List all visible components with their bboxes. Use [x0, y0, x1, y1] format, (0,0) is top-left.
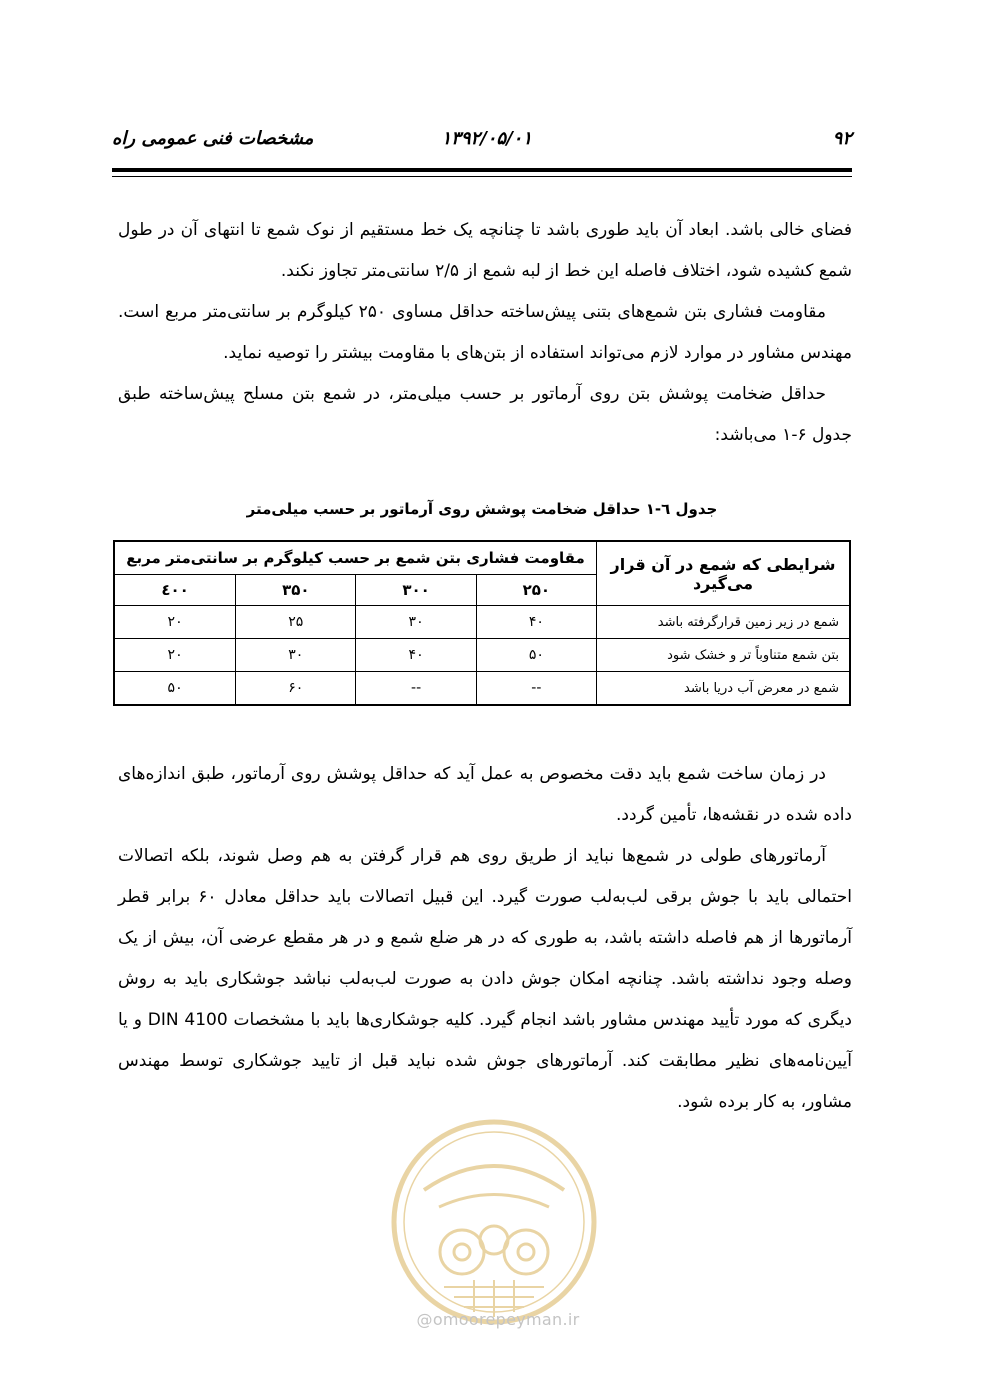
table-cell: ۶۰ — [236, 672, 356, 706]
cover-thickness-table — [113, 540, 851, 706]
table-cell: ۵۰ — [114, 672, 236, 706]
header-rule-thick — [112, 168, 852, 172]
table-row — [114, 606, 850, 639]
paragraph-3: حداقل ضخامت پوشش بتن روی آرماتور بر حسب میلی‌متر، در شمع بتن مسلح پیش‌ساخته طبق جدول ۶-۱ می‌باشد: — [118, 384, 852, 445]
condition-header: شرایطی که شمع در آن قرار می‌گیرد — [597, 541, 851, 606]
strength-column-250: ۲۵۰ — [476, 575, 596, 606]
paragraph-4: در زمان ساخت شمع باید دقت مخصوص به عمل آید که حداقل پوشش روی آرماتور، طبق اندازه‌های داده شده در نقشه‌ها، تأمین گردد. — [118, 764, 852, 825]
table-cell: -- — [476, 672, 596, 706]
row-condition: شمع در معرض آب دریا باشد — [597, 672, 851, 706]
strength-column-300: ۳۰۰ — [356, 575, 476, 606]
table-cell: ۲۰ — [114, 639, 236, 672]
table-cell: ۲۰ — [114, 606, 236, 639]
row-condition: شمع در زیر زمین قرارگرفته باشد — [597, 606, 851, 639]
paragraph-5: آرماتورهای طولی در شمع‌ها نباید از طریق روی هم قرار گرفتن به هم وصل شوند، بلکه اتصالات احتمالی باید با جوش برقی لب‌به‌لب صورت گیرد. این قبیل اتصالات باید حداقل معادل ۶۰ برابر قطر آرماتورها از هم فاصله داشته باشد، به طوری که در هر ضلع شمع و در هر مقطع عرضی آن، بیش از یک وصله وجود نداشته باشد. چنانچه امکان جوش دادن به صورت لب‌به‌لب نباشد جوشکاری باید به روش دیگری که مورد تأیید مهندس مشاور باشد انجام گیرد. کلیه جوشکاری‌ها باید با مشخصات DIN 4100 و یا آیین‌نامه‌های نظیر مطابقت کند. آرماتورهای جوش شده نباید قبل از تایید جوشکاری توسط مهندس مشاور، به کار برده شود. — [118, 846, 852, 1112]
table-cell: ۳۰ — [236, 639, 356, 672]
row-condition: بتن شمع متناوباً تر و خشک شود — [597, 639, 851, 672]
strength-column-400: ٤۰۰ — [114, 575, 236, 606]
table-row — [114, 639, 850, 672]
table-cell: ۵۰ — [476, 639, 596, 672]
table-row — [114, 672, 850, 706]
table-cell: ۴۰ — [476, 606, 596, 639]
table-cell: -- — [356, 672, 476, 706]
document-date: ۱۳۹۲/۰۵/۰۱ — [441, 128, 532, 149]
table-cell: ۲۵ — [236, 606, 356, 639]
document-title: مشخصات فنی عمومی راه — [112, 128, 314, 149]
table-cell: ۳۰ — [356, 606, 476, 639]
strength-header: مقاومت فشاری بتن شمع بر حسب کیلوگرم بر سانتی‌متر مربع — [114, 541, 597, 575]
page-number: ۹۲ — [832, 128, 852, 149]
table-cell: ۴۰ — [356, 639, 476, 672]
table-caption: جدول ٦-١ حداقل ضخامت پوشش روی آرماتور بر حسب میلی‌متر — [246, 500, 718, 518]
paragraph-1: فضای خالی باشد. ابعاد آن باید طوری باشد تا چنانچه یک خط مستقیم از نوک شمع تا انتهای آن در طول شمع کشیده شود، اختلاف فاصله این خط از لبه شمع از ۲/۵ سانتی‌متر تجاوز نکند. — [118, 220, 852, 281]
strength-column-350: ۳۵۰ — [236, 575, 356, 606]
paragraph-2: مقاومت فشاری بتن شمع‌های بتنی پیش‌ساخته حداقل مساوی ۲۵۰ کیلوگرم بر سانتی‌متر مربع است. مهندس مشاور در موارد لازم می‌تواند استفاده از بتن‌های با مقاومت بیشتر را توصیه نماید. — [118, 302, 852, 363]
header-rule-thin — [112, 176, 852, 177]
page-header — [112, 128, 852, 158]
watermark-logo — [384, 1112, 604, 1332]
watermark-url: @omoorepeyman.ir — [416, 1310, 580, 1329]
